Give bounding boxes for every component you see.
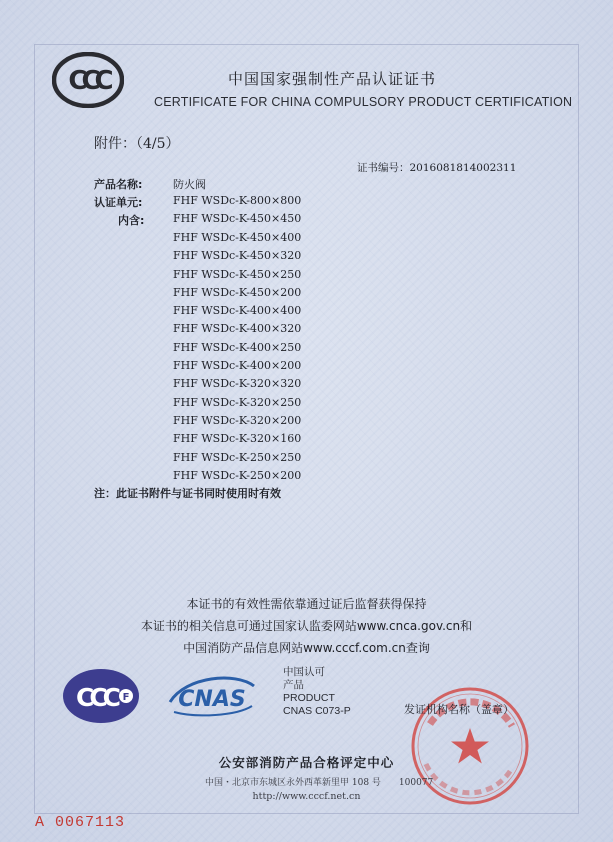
model-item: FHF WSDc-K-320×200 bbox=[173, 413, 302, 427]
accreditation-line: 产品 bbox=[283, 679, 304, 691]
model-item: FHF WSDc-K-400×200 bbox=[173, 359, 302, 373]
model-item: FHF WSDc-K-450×450 bbox=[173, 212, 302, 225]
unit-model: FHF WSDc-K-800×800 bbox=[173, 194, 302, 207]
certificate-title-cn: 中国国家强制性产品认证证书 bbox=[228, 70, 437, 88]
model-item: FHF WSDc-K-320×320 bbox=[173, 377, 302, 391]
model-item: FHF WSDc-K-320×250 bbox=[173, 395, 302, 409]
model-item: FHF WSDc-K-450×200 bbox=[173, 285, 302, 299]
ccc-f-logo-text: CCC bbox=[75, 683, 117, 712]
certificate-number-value: 2016081814002311 bbox=[409, 162, 517, 174]
validity-line-1: 本证书的有效性需依靠通过证后监督获得保持 bbox=[186, 597, 427, 611]
validity-line-3: 中国消防产品信息网站www.cccf.com.cn查询 bbox=[183, 641, 430, 655]
product-name-label: 产品名称: bbox=[94, 178, 143, 191]
contents-label: 内含: bbox=[118, 214, 145, 227]
model-item: FHF WSDc-K-400×400 bbox=[173, 304, 302, 318]
model-item: FHF WSDc-K-250×200 bbox=[173, 468, 302, 482]
validity-line-2: 本证书的相关信息可通过国家认监委网站www.cnca.gov.cn和 bbox=[140, 619, 473, 633]
accreditation-block bbox=[283, 666, 351, 718]
certificate-number bbox=[357, 160, 516, 175]
issuing-agency-label: 发证机构名称（盖章） bbox=[404, 703, 514, 716]
unit-label: 认证单元: bbox=[94, 196, 143, 209]
ccc-f-mark: F bbox=[122, 692, 130, 703]
ccc-logo bbox=[52, 52, 124, 108]
attachment-label: 附件：（4/5） bbox=[94, 136, 180, 152]
model-item: FHF WSDc-K-250×250 bbox=[173, 450, 302, 464]
model-item: FHF WSDc-K-450×320 bbox=[173, 249, 302, 263]
issuing-agency-name: 公安部消防产品合格评定中心 bbox=[218, 755, 395, 770]
model-item: FHF WSDc-K-400×250 bbox=[173, 340, 302, 354]
cnas-logo-text: CNAS bbox=[178, 687, 246, 712]
accreditation-line: 中国认可 bbox=[283, 666, 325, 678]
ccc-f-logo bbox=[62, 668, 140, 724]
serial-number: A 0067113 bbox=[35, 814, 126, 831]
model-item: FHF WSDc-K-320×160 bbox=[173, 432, 302, 446]
model-list bbox=[173, 229, 301, 485]
model-item: FHF WSDc-K-400×320 bbox=[173, 322, 302, 336]
accreditation-line: PRODUCT bbox=[283, 692, 335, 704]
certificate-title-en: CERTIFICATE FOR CHINA COMPULSORY PRODUCT CERTIFICATION bbox=[154, 95, 573, 109]
certificate-number-label: 证书编号： bbox=[357, 162, 410, 174]
ccc-logo-text: CCC bbox=[68, 66, 108, 96]
accreditation-line: CNAS C073-P bbox=[283, 705, 351, 717]
agency-website: http://www.cccf.net.cn bbox=[252, 791, 361, 802]
model-item: FHF WSDc-K-450×400 bbox=[173, 231, 302, 244]
agency-address: 中国・北京市东城区永外西革新里甲 108 号 100077 bbox=[205, 778, 434, 788]
cnas-logo bbox=[166, 672, 258, 720]
model-item: FHF WSDc-K-450×250 bbox=[173, 267, 302, 281]
validity-note: 注：此证书附件与证书同时使用时有效 bbox=[94, 487, 281, 500]
product-name-value: 防火阀 bbox=[173, 178, 206, 191]
